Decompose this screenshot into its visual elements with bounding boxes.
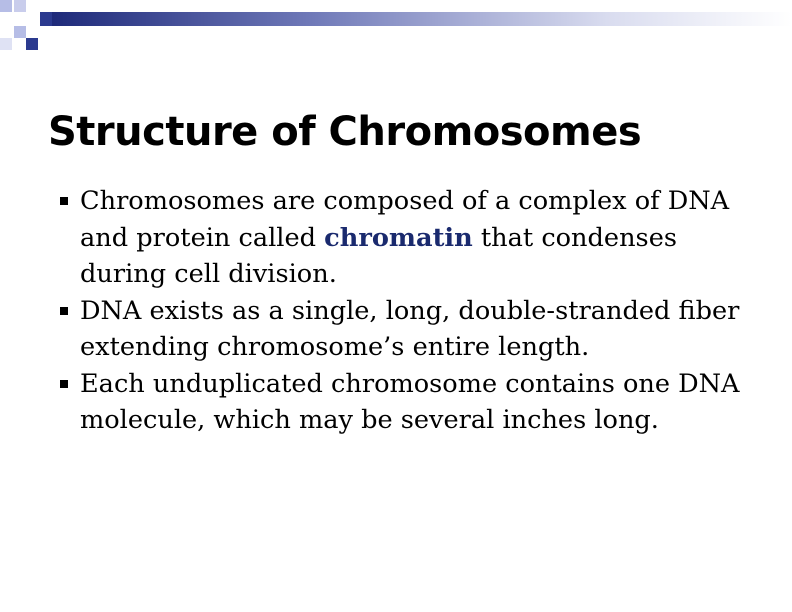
- square-bullet-icon: [60, 380, 68, 388]
- gradient-bar: [52, 12, 792, 26]
- square-light-1: [0, 0, 12, 12]
- square-navy-1: [40, 12, 52, 26]
- square-bullet-icon: [60, 197, 68, 205]
- bullet-item-chromatin: [52, 183, 742, 293]
- term-chromatin: chromatin: [324, 222, 473, 253]
- bullet-text: DNA exists as a single, long, double-stranded fiber extending chromosome’s entire length.: [80, 295, 740, 362]
- bullet-text-after: that condenses during cell division.: [80, 222, 677, 289]
- bullet-text: Each unduplicated chromosome contains one DNA molecule, which may be several inches long.: [80, 368, 740, 435]
- square-bullet-icon: [60, 307, 68, 315]
- square-light-2: [14, 0, 26, 12]
- slide-title: Structure of Chromosomes: [48, 109, 642, 155]
- square-light-3: [14, 26, 26, 38]
- square-navy-2: [26, 38, 38, 50]
- bullet-list: [52, 183, 742, 439]
- bullet-item-dna-molecule: [52, 366, 742, 439]
- header-decoration: [0, 0, 792, 60]
- bullet-text-before: Chromosomes are composed of a complex of DNA and protein called: [80, 186, 730, 253]
- bullet-item-dna-fiber: [52, 293, 742, 366]
- square-light-4: [0, 38, 12, 50]
